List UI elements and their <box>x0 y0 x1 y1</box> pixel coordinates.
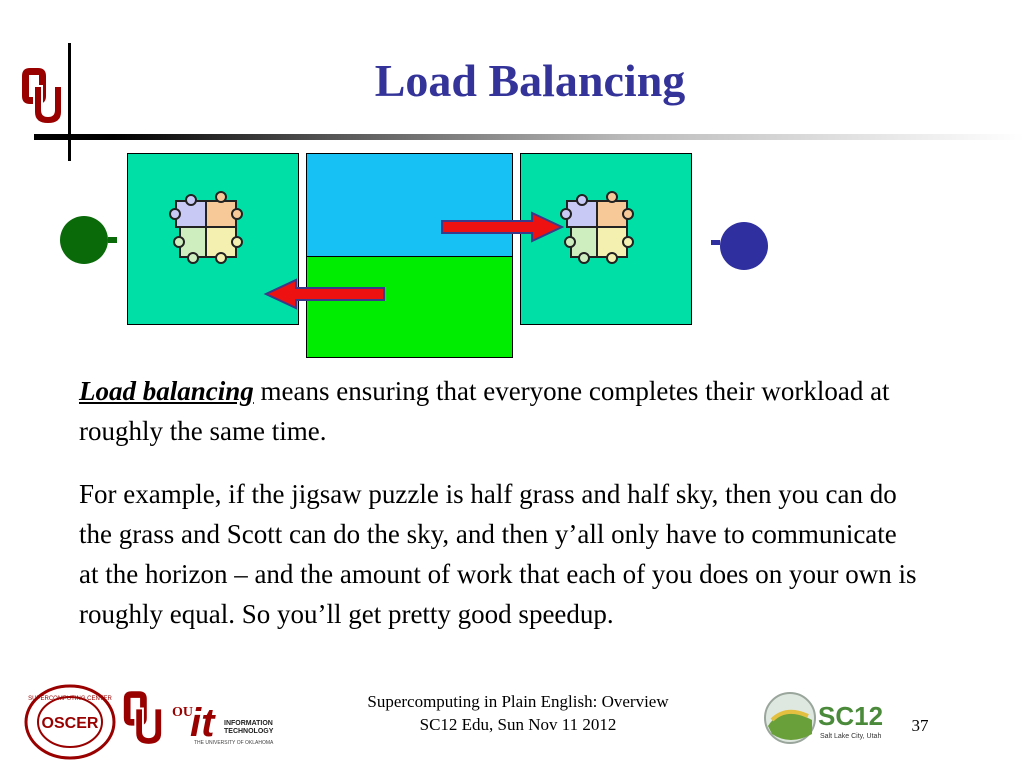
ou-logo-icon <box>18 66 64 126</box>
puzzle-sky-grass-box <box>306 153 513 358</box>
paragraph-load-balancing <box>79 371 919 451</box>
svg-text:THE UNIVERSITY OF OKLAHOMA: THE UNIVERSITY OF OKLAHOMA <box>194 740 274 746</box>
sc12-logo-icon <box>762 690 898 748</box>
paragraph-example: For example, if the jigsaw puzzle is half grass and half sky, then you can do the grass and Scott can do the sky, and then y’all only have to communicate at the horizon – and the amount of work that each of you does on your own is roughly equal. So you’ll get pretty good speedup. <box>79 479 917 629</box>
svg-text:TECHNOLOGY: TECHNOLOGY <box>224 728 274 735</box>
person-green-icon <box>58 214 122 266</box>
term-load-balancing: Load balancing <box>79 376 254 406</box>
ou-logo-icon <box>120 688 164 748</box>
puzzle-icon <box>166 185 252 271</box>
arrow-right-icon <box>440 210 566 244</box>
header-horizontal-rule <box>34 134 1024 140</box>
person-blue-icon <box>706 220 770 272</box>
svg-text:OU: OU <box>172 705 193 720</box>
svg-text:Salt Lake City, Utah: Salt Lake City, Utah <box>820 733 882 740</box>
it-logo-icon <box>170 692 288 748</box>
oscer-logo-icon <box>24 684 116 760</box>
paragraph1-text: means ensuring that everyone completes their workload at roughly the same time. <box>79 376 890 446</box>
svg-text:OSCER: OSCER <box>41 715 99 732</box>
slide-title: Load Balancing <box>374 55 686 106</box>
svg-text:SC12: SC12 <box>818 701 884 731</box>
footer-event-date: SC12 Edu, Sun Nov 11 2012 <box>419 715 617 734</box>
page-number: 37 <box>911 716 929 735</box>
svg-text:it: it <box>190 701 215 745</box>
header-vertical-rule <box>68 43 71 161</box>
footer-text <box>318 690 718 736</box>
footer-course-title: Supercomputing in Plain English: Overview <box>367 692 669 711</box>
puzzle-icon <box>557 185 643 271</box>
svg-text:SUPERCOMPUTING CENTER: SUPERCOMPUTING CENTER <box>28 696 112 702</box>
arrow-left-icon <box>262 278 388 310</box>
svg-text:INFORMATION: INFORMATION <box>224 720 273 727</box>
